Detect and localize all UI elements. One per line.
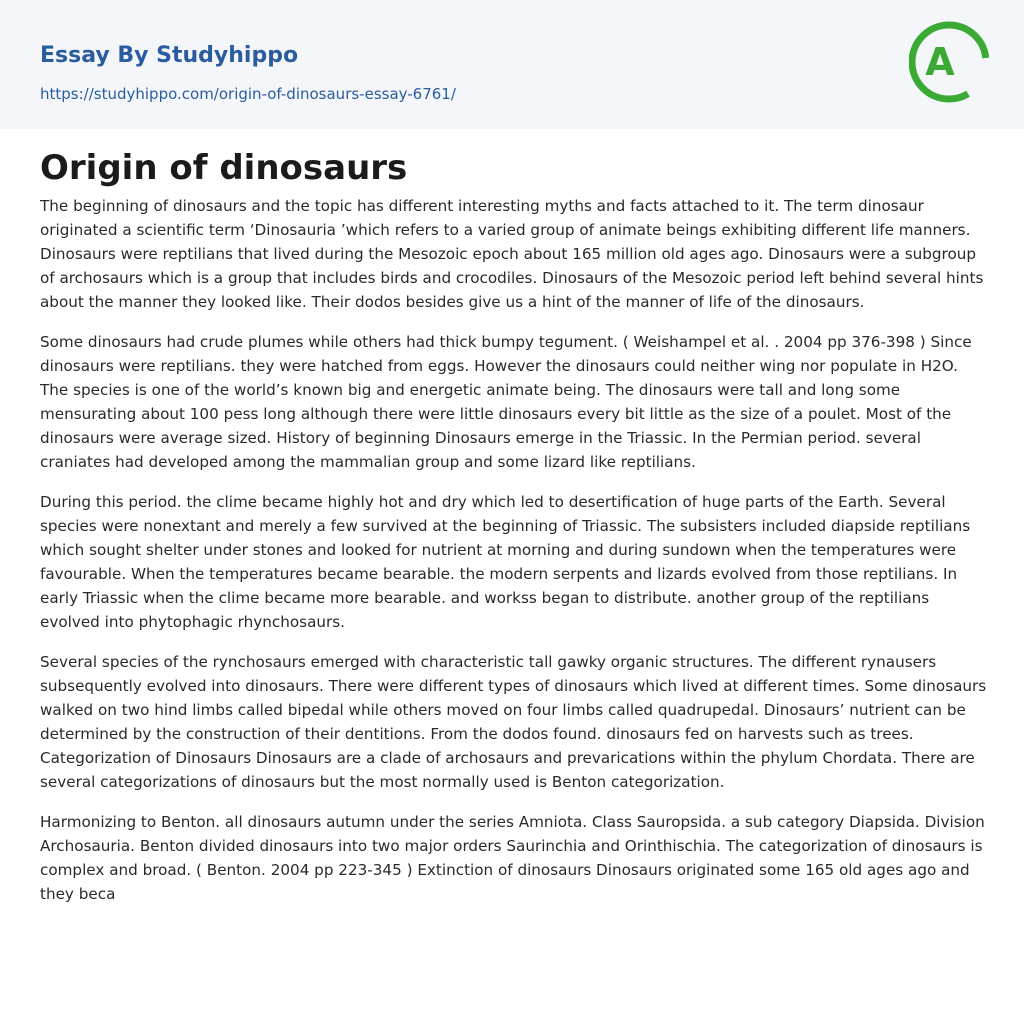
logo-letter: A xyxy=(925,40,955,84)
studyhippo-logo-icon[interactable] xyxy=(909,17,989,107)
site-brand[interactable]: Essay By Studyhippo xyxy=(40,43,299,68)
essay-paragraph: Some dinosaurs had crude plumes while others had thick bumpy tegument. ( Weishampel et al. . 2004 pp 376-398 ) Since dinosaurs were reptilians. they were hatched from eggs. However the dinosaurs could neither wing nor populate in H2O. The species is one of the world’s known big and energetic animate being. The dinosaurs were tall and long some mensurating about 100 pess long although there were little dinosaurs every bit little as the size of a poulet. Most of the dinosaurs were average sized. History of beginning Dinosaurs emerge in the Triassic. In the Permian period. several craniates had developed among the mammalian group and some lizard like reptilians. xyxy=(40,333,972,471)
page-title: Origin of dinosaurs xyxy=(40,148,408,188)
essay-paragraph: During this period. the clime became highly hot and dry which led to desertification of huge parts of the Earth. Several species were nonextant and merely a few survived at the beginning of Triassic. The subsisters included diapside reptilians which sought shelter under stones and looked for nutrient at morning and during sundown when the temperatures were favourable. When the temperatures became bearable. the modern serpents and lizards evolved from those reptilians. In early Triassic when the clime became more bearable. and workss began to distribute. another group of the reptilians evolved into phytophagic rhynchosaurs. xyxy=(40,493,971,631)
essay-url-link[interactable]: https://studyhippo.com/origin-of-dinosaurs-essay-6761/ xyxy=(40,85,456,103)
essay-paragraph: The beginning of dinosaurs and the topic has different interesting myths and facts attached to it. The term dinosaur originated a scientific term ‘Dinosauria ’which refers to a varied group of animate beings exhibiting different life manners. Dinosaurs were reptilians that lived during the Mesozoic epoch about 165 million old ages ago. Dinosaurs were a subgroup of archosaurs which is a group that includes birds and crocodiles. Dinosaurs of the Mesozoic period left behind several hints about the manner they looked like. Their dodos besides give us a hint of the manner of life of the dinosaurs. xyxy=(40,197,984,311)
essay-paragraph: Several species of the rynchosaurs emerged with characteristic tall gawky organic structures. The different rynausers subsequently evolved into dinosaurs. There were different types of dinosaurs which lived at different times. Some dinosaurs walked on two hind limbs called bipedal while others moved on four limbs called quadrupedal. Dinosaurs’ nutrient can be determined by the construction of their dentitions. From the dodos found. dinosaurs fed on harvests such as trees. Categorization of Dinosaurs Dinosaurs are a clade of archosaurs and prevarications within the phylum Chordata. There are several categorizations of dinosaurs but the most normally used is Benton categorization. xyxy=(40,653,987,791)
essay-body xyxy=(40,194,988,922)
essay-paragraph: Harmonizing to Benton. all dinosaurs autumn under the series Amniota. Class Sauropsida. a sub category Diapsida. Division Archosauria. Benton divided dinosaurs into two major orders Saurinchia and Orinthischia. The categorization of dinosaurs is complex and broad. ( Benton. 2004 pp 223-345 ) Extinction of dinosaurs Dinosaurs originated some 165 old ages ago and they beca xyxy=(40,813,985,903)
